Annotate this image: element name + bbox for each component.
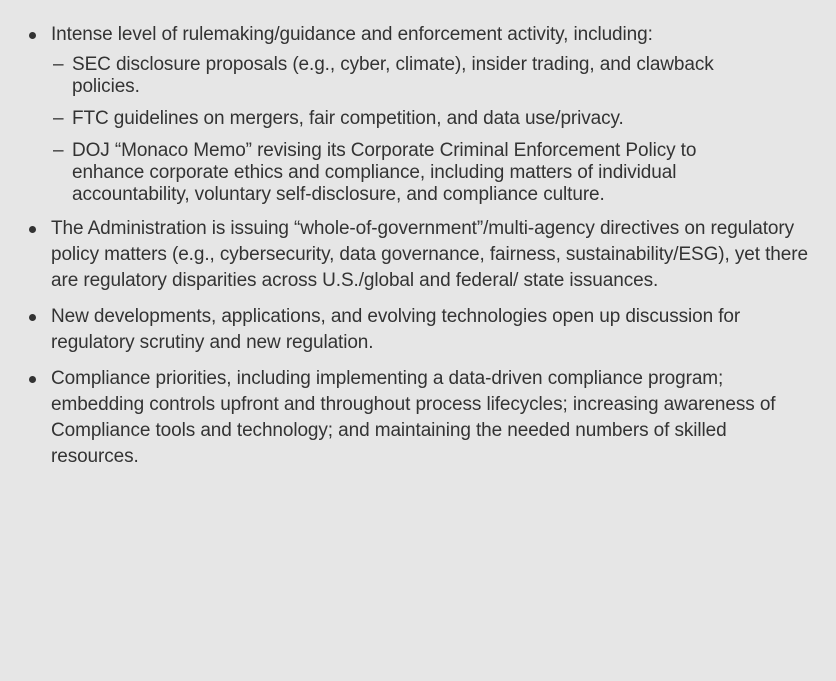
sub-item-doj [51,140,752,206]
bullet-text: Intense level of rulemaking/guidance and enforcement activity, including: [51,24,653,45]
sub-item-ftc [51,108,816,130]
bullet-item-administration [0,216,831,294]
bullet-text: Compliance priorities, including implementing a data-driven compliance program; embedding controls upfront and throughout process lifecycles; increasing awareness of Compliance tools and technology; and maintaining the needed numbers of skilled resources. [51,368,776,467]
bullet-item-new-developments [0,304,836,356]
sub-item-text: FTC guidelines on mergers, fair competition, and data use/privacy. [72,108,624,129]
bullet-text: New developments, applications, and evolving technologies open up discussion for regulatory scrutiny and new regulation. [51,306,741,353]
sub-item-text: SEC disclosure proposals (e.g., cyber, climate), insider trading, and clawback policies. [72,54,714,97]
sub-item-sec [51,54,772,98]
sub-item-text: DOJ “Monaco Memo” revising its Corporate Criminal Enforcement Policy to enhance corporate ethics and compliance, including matters of individual accountability, voluntary self-disclosure, and compliance culture. [72,140,697,205]
bullet-item-compliance-priorities [0,366,836,470]
bullet-text: The Administration is issuing “whole-of-government”/multi-agency directives on regulatory policy matters (e.g., cybersecurity, data governance, fairness, sustainability/ESG), yet there are regulatory disparities across U.S./global and federal/ state issuances. [51,218,808,291]
bullet-list [0,22,836,480]
sub-list [51,54,816,206]
bullet-item-enforcement [0,22,836,206]
